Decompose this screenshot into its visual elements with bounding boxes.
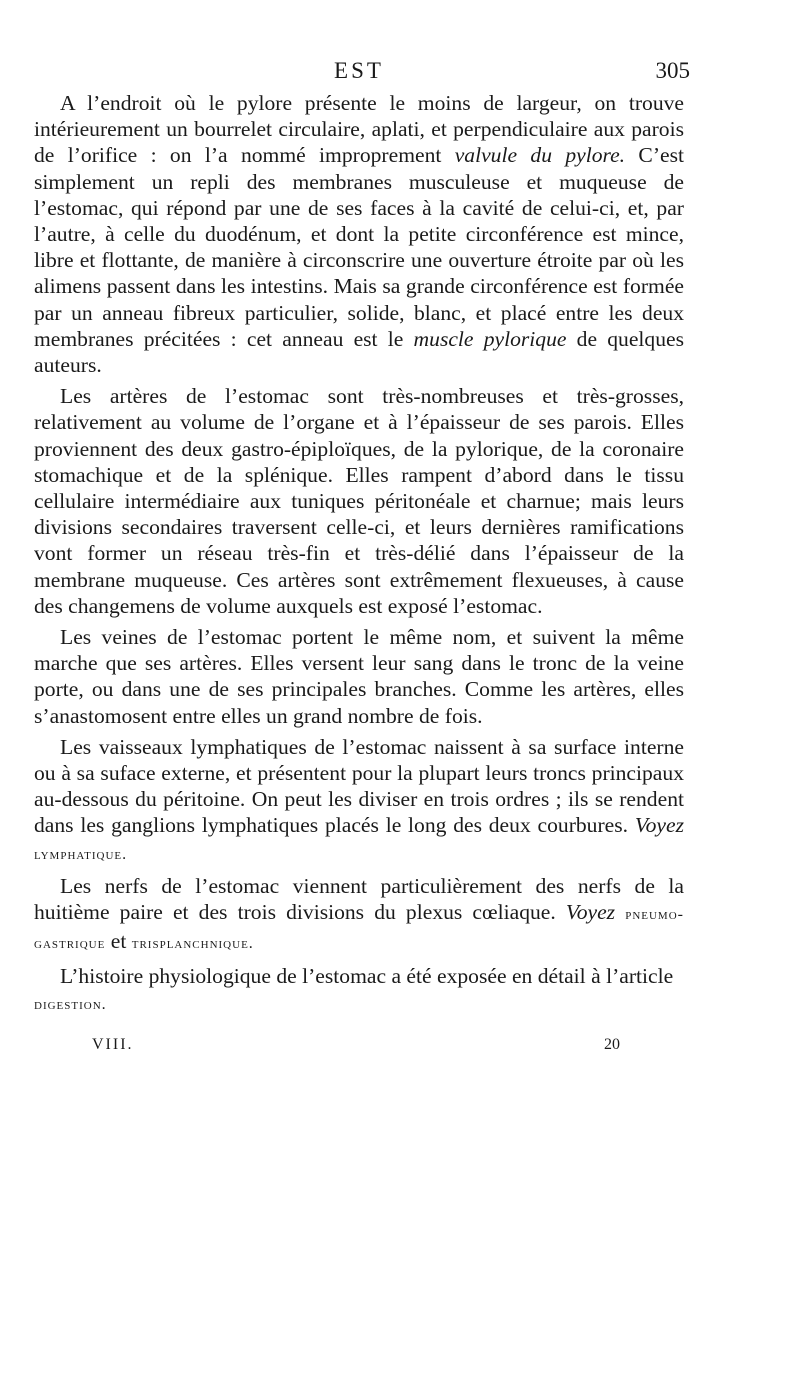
italic-term: muscle pylorique [413,326,567,351]
paragraph-text: Les artères de l’estomac sont très-nombreuses et très-grosses, relativement au volume de l’organe et à l’épaisseur de ses parois. Elles proviennent des deux gastro-épiploïques, de la pylorique, de la coronaire stomachique et de la splénique. Elles rampent d’abord dans le tissu cellulaire intermédiaire aux tuniques péritonéale et charnue; mais leurs divisions secondaires traversent celle-ci, et leurs dernières ramifications vont former un réseau très-fin et très-délié dans l’épaisseur de la membrane muqueuse. Ces artères sont extrêmement flexueuses, à cause des changemens de volume auxquels est exposé l’estomac. [34,384,684,618]
cross-reference: pneumo-gastrique [34,906,684,953]
cross-reference: digestion. [34,995,107,1013]
running-title: EST [334,58,384,83]
cross-reference: trisplanchnique. [131,935,254,953]
paragraph-text: C’est simplement un repli des membranes musculeuse et muqueuse de l’estomac, qui répond par une de ses faces à la cavité de celui-ci, et, par l’autre, à celle du duodénum, et dont la petite circonférence est mince, libre et flottante, de manière à circonscrire une ouverture étroite par où les alimens passent dans les intestins. Mais sa grande circonférence est formée par un anneau fibreux particulier, solide, blanc, et placé entre les deux membranes précitées : cet anneau est le [34,143,685,351]
paragraph-text: de quelques auteurs. [34,326,685,378]
italic-term: Voyez [565,900,616,925]
paragraph-text: A l’endroit où le pylore présente le moins de largeur, on trouve intérieurement un bourrelet circulaire, aplati, et perpendiculaire aux parois de l’orifice : on l’a nommé improprement [34,91,684,168]
running-header [34,58,690,90]
paragraph-text: et [105,929,132,954]
paragraph-nerves [34,873,684,958]
paragraph-text: Les nerfs de l’estomac viennent particulièrement des nerfs de la huitième paire et des trois divisions du plexus cœliaque. [34,873,684,925]
page-footer [34,1036,684,1062]
book-page [34,58,690,1062]
italic-term: Voyez [634,813,684,838]
paragraph-physiology [34,963,684,1018]
paragraph-veins [34,624,684,729]
paragraph-text: Les vaisseaux lymphatiques de l’estomac naissent à sa surface interne ou à sa suface externe, et présentent pour la plupart leurs troncs principaux au-dessous du péritoine. On peut les diviser en trois ordres ; ils se rendent dans les ganglions lymphatiques placés le long des deux courbures. [34,734,684,838]
sheet-number: 20 [604,1035,620,1053]
cross-reference: lymphatique. [34,845,128,863]
paragraph-pylorus [34,90,684,378]
paragraph-lymphatics [34,734,684,868]
page-number: 305 [655,58,690,83]
paragraph-text: Les veines de l’estomac portent le même nom, et suivent la même marche que ses artères. Elles versent leur sang dans le tronc de la veine porte, ou dans une de ses principales branches. Comme les artères, elles s’anastomosent entre elles un grand nombre de fois. [34,625,684,728]
italic-term: valvule du pylore. [454,143,626,168]
signature-mark: VIII. [92,1035,134,1053]
paragraph-text: L’histoire physiologique de l’estomac a été exposée en détail à l’article [60,963,674,988]
paragraph-arteries [34,383,684,619]
